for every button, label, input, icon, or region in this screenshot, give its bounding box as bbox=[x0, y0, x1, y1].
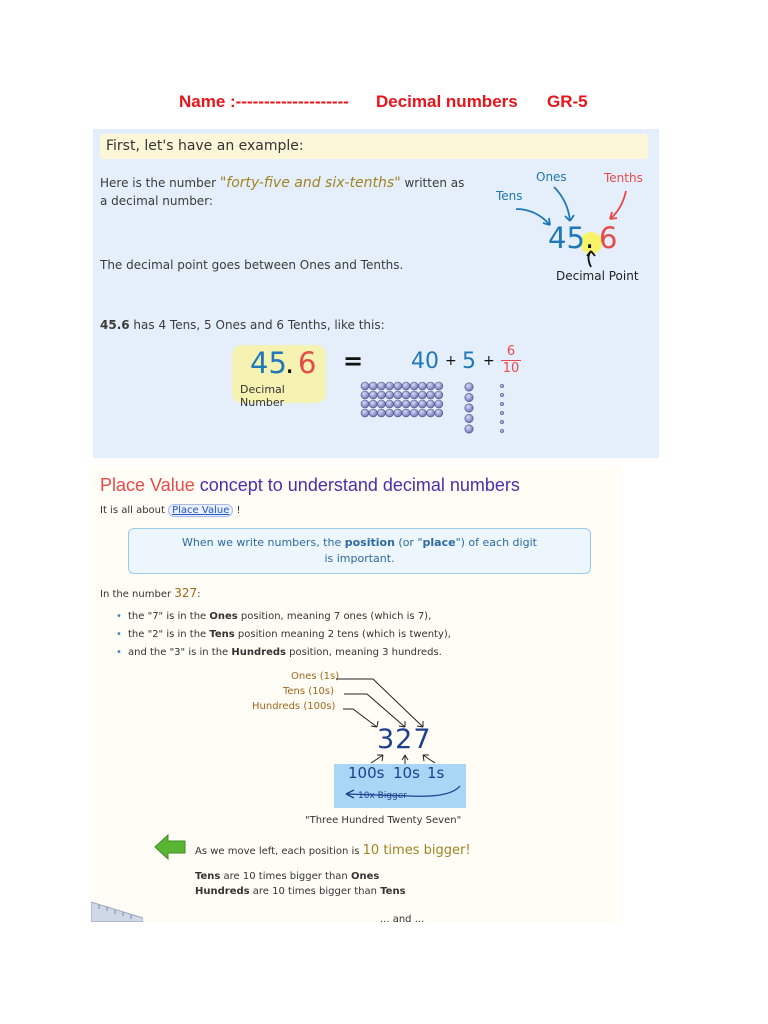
ones-label: Ones bbox=[536, 170, 567, 184]
grade-label: GR-5 bbox=[547, 92, 588, 111]
tens-block-unit bbox=[369, 382, 377, 390]
ones-1s-label: Ones (1s) bbox=[291, 671, 340, 682]
tens-block-unit bbox=[361, 382, 369, 390]
tenths-block bbox=[500, 393, 503, 396]
tenths-block bbox=[500, 420, 503, 423]
tens-block-unit bbox=[435, 409, 443, 417]
tens-block-unit bbox=[435, 391, 443, 399]
tens-block-unit bbox=[386, 400, 394, 408]
tens-block-unit bbox=[435, 382, 443, 390]
tens-block-unit bbox=[418, 391, 426, 399]
and-more: ... and ... bbox=[380, 914, 425, 925]
example-decimal-dot: . bbox=[585, 221, 595, 255]
example-intro: Here is the number "forty-five and six-tenths" written as a decimal number: bbox=[100, 175, 465, 208]
tens-block-unit bbox=[418, 400, 426, 408]
worksheet-header bbox=[0, 92, 768, 120]
tens-block-unit bbox=[377, 382, 385, 390]
tens-block-unit bbox=[394, 382, 402, 390]
place-columns-box: 100s 10s 1s 10x Bigger bbox=[334, 764, 466, 808]
tens-value: 40 bbox=[411, 349, 439, 374]
decimal-number-box: 45 . 6 Decimal Number bbox=[232, 345, 326, 403]
place-value-panel bbox=[91, 466, 621, 925]
tens-block-unit bbox=[402, 400, 410, 408]
left-arrow-icon bbox=[153, 833, 187, 861]
bullet-ones: • the "7" is in the Ones position, meaning 7 ones (which is 7), bbox=[128, 611, 431, 622]
base-ten-blocks bbox=[359, 381, 519, 443]
tens-block-unit bbox=[394, 400, 402, 408]
tens-block-unit bbox=[402, 382, 410, 390]
tens-block-unit bbox=[369, 391, 377, 399]
tens-block-unit bbox=[377, 400, 385, 408]
example-number-whole: 45 bbox=[548, 221, 585, 255]
tens-10s-label: Tens (10s) bbox=[283, 686, 335, 697]
tens-block-unit bbox=[402, 391, 410, 399]
tens-bigger-line: Tens are 10 times bigger than Ones bbox=[195, 871, 380, 882]
bullet-tens: • the "2" is in the Tens position meaning 2 tens (which is twenty), bbox=[128, 629, 451, 640]
in-the-number-line: In the number 327: bbox=[100, 586, 201, 600]
equals-sign: = bbox=[343, 347, 364, 375]
number-in-words-327: "Three Hundred Twenty Seven" bbox=[305, 815, 462, 826]
tenths-fraction: 6 10 bbox=[502, 344, 520, 376]
position-callout: When we write numbers, the position (or "place") of each digit is important. bbox=[128, 528, 591, 574]
tens-block-unit bbox=[418, 382, 426, 390]
breakdown-sentence: 45.6 has 4 Tens, 5 Ones and 6 Tenths, like this: bbox=[100, 318, 385, 332]
decimal-number-caption: Decimal Number bbox=[240, 383, 285, 409]
ones-value: 5 bbox=[462, 349, 476, 374]
example-banner: First, let's have an example: bbox=[100, 134, 648, 159]
place-value-link[interactable]: Place Value bbox=[168, 504, 233, 517]
tens-block-unit bbox=[361, 409, 369, 417]
tenths-block bbox=[500, 402, 503, 405]
tens-block-unit bbox=[377, 391, 385, 399]
tens-block-unit bbox=[402, 409, 410, 417]
example-number-tenth: 6 bbox=[599, 221, 618, 255]
tenths-block bbox=[500, 429, 503, 432]
place-value-title: Place Value concept to understand decimal numbers bbox=[100, 475, 520, 495]
tens-block-unit bbox=[410, 382, 418, 390]
tenths-block bbox=[500, 411, 503, 414]
ones-block bbox=[465, 393, 473, 401]
topic-title: Decimal numbers bbox=[376, 92, 518, 111]
decimal-point-note: The decimal point goes between Ones and Tenths. bbox=[100, 258, 404, 272]
ones-block bbox=[465, 404, 473, 412]
tens-block-unit bbox=[410, 391, 418, 399]
tens-block-unit bbox=[427, 382, 435, 390]
example-panel: First, let's have an example: Here is the number "forty-five and six-tenths" written as a decimal number: The decimal point goes between Ones and Tenths. 45.6 has 4 Tens, 5 Ones and 6 Tenths, like this: Ones Tenths Tens 45 . 6 Decimal Point 45 . 6 Decimal Number = 40 + 5 + 6 10 bbox=[93, 129, 659, 458]
ruler-decoration bbox=[91, 898, 143, 922]
tens-block-unit bbox=[427, 409, 435, 417]
hundreds-bigger-line: Hundreds are 10 times bigger than Tens bbox=[195, 886, 406, 897]
tenths-block bbox=[500, 384, 503, 387]
tens-block-unit bbox=[361, 391, 369, 399]
about-line: It is all about Place Value ! bbox=[100, 505, 241, 516]
ones-block bbox=[465, 414, 473, 422]
place-label-diagram bbox=[488, 165, 658, 295]
move-left-sentence: As we move left, each position is 10 times bigger! bbox=[195, 843, 471, 858]
tens-block-unit bbox=[394, 391, 402, 399]
name-label: Name :-------------------- bbox=[179, 92, 349, 111]
number-327: 327 bbox=[377, 724, 432, 755]
tens-block-unit bbox=[418, 409, 426, 417]
tens-block-unit bbox=[386, 391, 394, 399]
tens-block-unit bbox=[427, 400, 435, 408]
tens-block-unit bbox=[386, 409, 394, 417]
number-in-words: "forty-five and six-tenths" bbox=[219, 175, 401, 191]
tens-block-unit bbox=[394, 409, 402, 417]
tens-block-unit bbox=[369, 409, 377, 417]
tens-block-unit bbox=[361, 400, 369, 408]
hundreds-100s-label: Hundreds (100s) bbox=[252, 701, 336, 712]
tenths-label: Tenths bbox=[604, 171, 643, 185]
tens-block-unit bbox=[427, 391, 435, 399]
tens-block-unit bbox=[377, 409, 385, 417]
ones-block bbox=[465, 425, 473, 433]
decimal-point-label: Decimal Point bbox=[556, 269, 639, 283]
ones-block bbox=[465, 383, 473, 391]
tens-block-unit bbox=[410, 409, 418, 417]
tens-label: Tens bbox=[496, 189, 523, 203]
tens-block-unit bbox=[386, 382, 394, 390]
tens-block-unit bbox=[435, 400, 443, 408]
tens-block-unit bbox=[369, 400, 377, 408]
bullet-hundreds: • and the "3" is in the Hundreds position, meaning 3 hundreds. bbox=[128, 647, 442, 658]
tens-block-unit bbox=[410, 400, 418, 408]
